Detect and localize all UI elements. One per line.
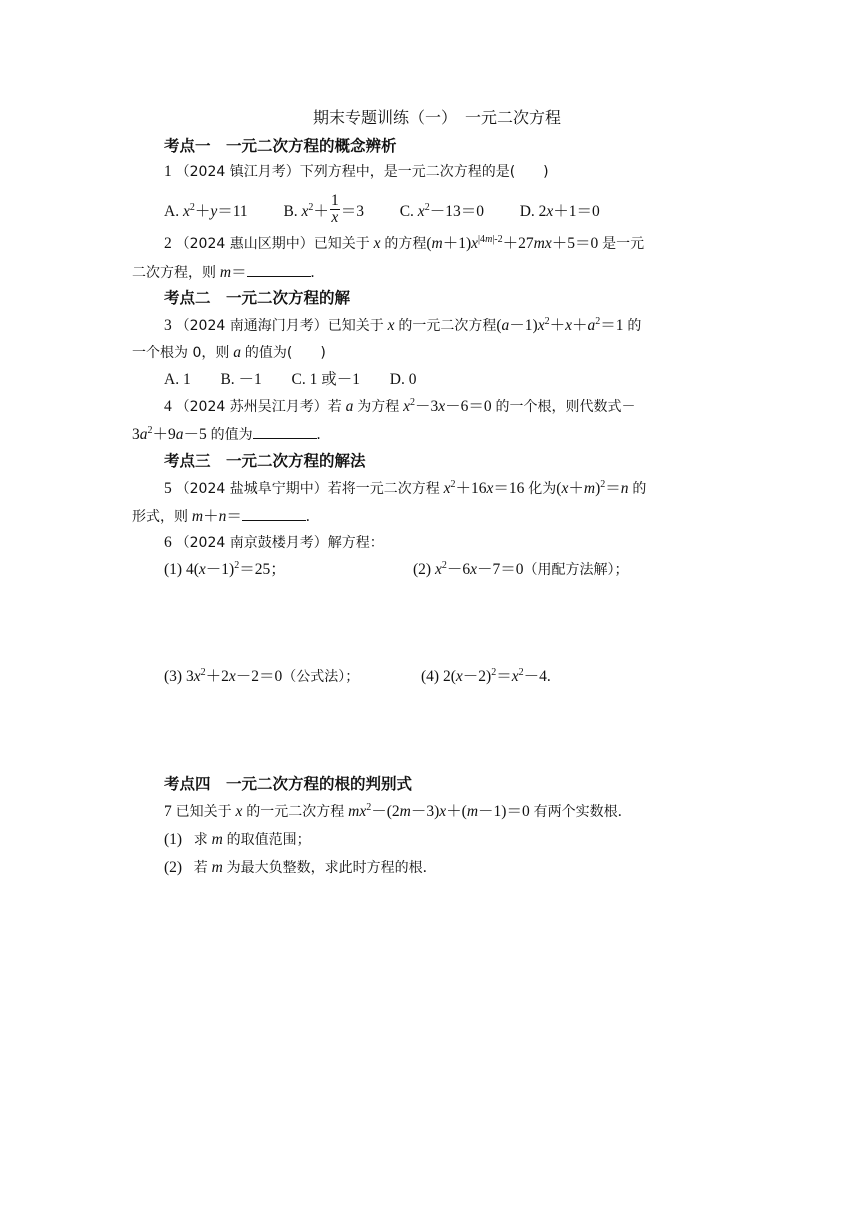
answer-blank[interactable] (253, 424, 317, 439)
question-3-line2: 一个根为 0，则 a 的值为( ) (132, 344, 326, 361)
question-6: 6 （2024 南京鼓楼月考）解方程： (164, 534, 384, 551)
option-a[interactable]: A. 1 (164, 371, 191, 388)
option-c[interactable]: C. $x^2-13=0$ (399, 202, 484, 221)
question-7-part-2: (2) 若 m 为最大负整数，求此时方程的根． (164, 859, 437, 876)
option-d[interactable]: D. 2x＋1＝0 (519, 203, 600, 221)
question-4: 4 （2024 苏州吴江月考）若 a 为方程 $x^2-3x-6=0$ 的一个根，则代数式－ (164, 397, 636, 415)
fraction: $\frac{1}{x}$ (330, 192, 339, 226)
option-d[interactable]: D. 0 (389, 371, 417, 388)
question-6-part-4: (4) $2(x-2)^2=x^2-4$. (421, 667, 551, 685)
answer-blank[interactable] (242, 506, 306, 521)
section-heading: 考点二 一元二次方程的解 (164, 289, 351, 307)
option-b[interactable]: B. －1 (220, 371, 262, 388)
question-7: 7 已知关于 x 的一元二次方程 $mx^2-(2m-3)x+(m-1)=0$ 有两个实数根． (164, 802, 632, 820)
option-b[interactable]: B. $x^2+$ $\frac{1}{x}$ ＝3 (283, 192, 364, 226)
question-source: （2024 镇江月考） (175, 164, 300, 180)
section-heading: 考点一 一元二次方程的概念辨析 (164, 137, 397, 155)
question-2-line2: 二次方程，则 m＝ . (132, 264, 315, 281)
answer-blank[interactable] (247, 262, 311, 277)
question-7-part-1: (1) 求 m 的取值范围； (164, 831, 311, 848)
question-1-options (164, 192, 600, 229)
question-stem: 下列方程中，是一元二次方程的是( ) (299, 164, 549, 180)
question-3: 3 （2024 南通海门月考）已知关于 x 的一元二次方程$(a-1)x^2+x+a^2=1$ 的 (164, 316, 642, 334)
question-4-line2: $3a^2+9a-5$ 的值为 . (132, 425, 321, 443)
question-6-part-1: (1) $4(x-1)^2=25$； (164, 560, 286, 578)
section-heading: 考点三 一元二次方程的解法 (164, 452, 366, 470)
question-5: 5 （2024 盐城阜宁期中）若将一元二次方程 $x^2+16x=16$ 化为$(x+m)^2=n$ 的 (164, 479, 647, 497)
question-number: 1 (164, 163, 172, 180)
question-5-line2: 形式，则 m＋n＝ . (132, 508, 310, 525)
option-c[interactable]: C. 1 或－1 (291, 371, 361, 388)
question-1 (164, 162, 549, 182)
section-heading: 考点四 一元二次方程的根的判别式 (164, 775, 413, 793)
question-3-options (164, 370, 416, 390)
question-source: （2024 惠山区期中） (175, 236, 314, 252)
question-6-part-2: (2) $x^2-6x-7=0$（用配方法解）； (413, 560, 629, 578)
question-2: 2 （2024 惠山区期中）已知关于 x 的方程$(m+1)x^{|4m|-2}+27mx+5=0$ 是一元 (164, 234, 645, 252)
option-a[interactable]: A. $x^2+y=11$ (164, 202, 248, 221)
page-title: 期末专题训练（一） 一元二次方程 (313, 108, 562, 127)
question-6-part-3: (3) $3x^2+2x-2=0$（公式法）； (164, 667, 360, 685)
